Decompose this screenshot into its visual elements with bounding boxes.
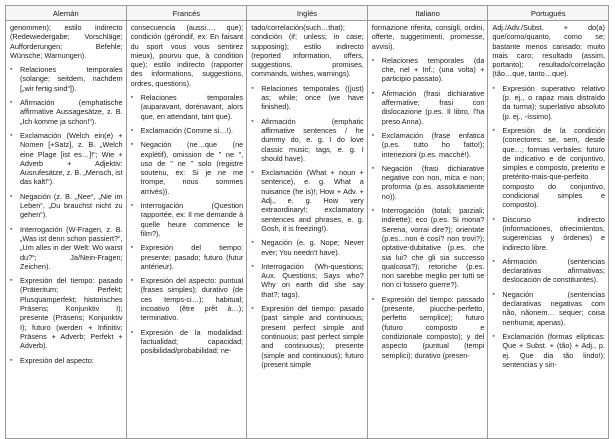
list-item bbox=[10, 276, 123, 350]
list-item bbox=[10, 192, 123, 220]
column-portugues bbox=[488, 21, 609, 439]
list-item bbox=[10, 356, 123, 365]
list-item bbox=[10, 98, 123, 126]
bullet-icon: ▪ bbox=[371, 207, 375, 215]
continued-text bbox=[131, 23, 244, 88]
bullet-icon: ▪ bbox=[371, 56, 375, 64]
list-item bbox=[251, 84, 364, 112]
column-italiano bbox=[367, 21, 488, 439]
bullet-icon: ▪ bbox=[492, 290, 495, 298]
list-item bbox=[131, 243, 244, 271]
bullet-icon: ▪ bbox=[10, 131, 13, 139]
list-item bbox=[492, 257, 605, 285]
curriculum-table bbox=[5, 5, 609, 439]
list-item bbox=[10, 65, 123, 93]
item-text: Interrogación (totali; parziali; indirette); eco (p.es. Si mona? Serena, vorrai dire?); orientate (p.es…non è così? non trovi?); optative-dubitative (p.es. che sia lui? che gli sia successo qualcosa?); retoriche (p.es. non sarebbe meglio per tutti se non ci fossero guerre?). bbox=[381, 206, 485, 290]
column-aleman bbox=[6, 21, 127, 439]
bullet-icon: ▪ bbox=[10, 192, 13, 200]
item-text: Afirmación (sentencias declarativas afirmativas; deslocación de constituintes). bbox=[502, 256, 605, 285]
bullet-icon: ▪ bbox=[10, 66, 13, 74]
item-text: Afirmación (emphatic affirmative sentences / he dummy do, e. g. I do love classic music; tags, e. g. I should have). bbox=[261, 116, 364, 163]
item-text: Negación (z. B. „Nee“, „Nie im Leben“, „Du brauchst nicht zu gehen“). bbox=[20, 191, 123, 220]
list-item bbox=[372, 56, 485, 84]
item-text: Expresión del aspecto: puntual (frases simples); durativo (de ces temps-ci…); habitual; incoativo (être prêt à…); terminativo. bbox=[140, 276, 244, 323]
item-text: Interrogación (Question rapportée, ex: Il me demande à quelle heure commence le film?). bbox=[140, 201, 244, 238]
list-item bbox=[251, 168, 364, 233]
bullet-icon: ▪ bbox=[130, 126, 134, 134]
item-text: Negación (sentencias declarativas negativas com não, nãonem… sequer; coisa nenhuma; apenas). bbox=[502, 289, 605, 327]
item-text: Relaciones temporales (da che, nel + Inf.; (una volta) + participio passato). bbox=[381, 55, 485, 84]
bullet-icon: ▪ bbox=[371, 164, 375, 172]
bullet-icon: ▪ bbox=[371, 89, 375, 97]
bullet-icon: ▪ bbox=[251, 239, 254, 247]
item-text: Interrogación (W-Fragen, z. B. „Was ist denn schon passiert?“, „Um alles in der Welt: Wo warst du?“; Ja/Nein-Fragen; Zeichen). bbox=[20, 224, 123, 271]
item-text: Negación (e. g. Nope; Never ever; You needn't have). bbox=[261, 238, 364, 257]
list-item bbox=[131, 201, 244, 238]
item-text: Negación (ne…que (ne explétif), omission de " ne ", uso de " ne " solo (registre soutenu, ex: Si je ne me trompe, nous sommes arrivés)). bbox=[140, 140, 244, 196]
item-text: Expresión del aspecto: bbox=[20, 355, 94, 365]
item-text: Exclamación (frase enfatica (p.es. tutto ho fatto!); interiezioni (p.es. macché!). bbox=[381, 130, 485, 159]
bullet-icon: ▪ bbox=[251, 305, 254, 313]
item-text: Relaciones temporales (auparavant, dorénavant, alors que, en attendant, tant que). bbox=[140, 93, 244, 121]
list-item bbox=[372, 206, 485, 290]
bullet-icon: ▪ bbox=[130, 277, 134, 285]
item-text: Expresión superativo relativo (p. ej., o rapaz mais distraído da turma); superlativo absoluto (p. ej., -íssimo). bbox=[502, 83, 605, 121]
column-header-aleman: Alemán bbox=[6, 6, 127, 21]
bullet-icon: ▪ bbox=[492, 332, 495, 340]
bullet-icon: ▪ bbox=[10, 99, 13, 107]
item-text: consecuencia (aussi…, que); condición (gérondif, ex: En faisant du sport vous vous sentirez mieux), pourvu que, à condition que); estilo indirecto (rapporter des informations, suggestions, ordres, questions). bbox=[130, 23, 244, 88]
bullet-icon: ▪ bbox=[251, 117, 254, 125]
bullet-icon: ▪ bbox=[130, 202, 134, 210]
bullet-icon: ▪ bbox=[492, 257, 495, 265]
bullet-icon: ▪ bbox=[371, 295, 375, 303]
bullet-icon: ▪ bbox=[251, 262, 254, 270]
item-text: genommen); estilo indirecto (Redewiedergabe; Vorschläge; Aufforderungen; Befehle; Wünsche; Warnungen). bbox=[10, 23, 123, 60]
bullet-icon: ▪ bbox=[492, 84, 495, 92]
list-item bbox=[10, 225, 123, 271]
list-item bbox=[251, 304, 364, 369]
bullet-icon: ▪ bbox=[130, 328, 134, 336]
continued-text bbox=[10, 23, 123, 60]
item-text: Expresión del tiempo: pasado (Präteritum; Perfekt; Plusquamperfekt; historisches Präsens; Konjunktiv I); presente (Präsens; Konjunktiv I); futuro (werden + Infinitiv; Präsens + Adverb; Perfekt + Adverb). bbox=[20, 276, 123, 351]
item-text: Negación (frasi dichiarative negative con non, mica e non; proforma (p.es. assolutamente no)). bbox=[381, 163, 485, 201]
list-item bbox=[492, 332, 605, 369]
item-text: Expresión de la modalidad: factualidad; capacidad; posibilidad/probabilidad; ne- bbox=[140, 327, 244, 356]
bullet-icon: ▪ bbox=[371, 131, 375, 139]
list-item bbox=[251, 238, 364, 257]
item-text: formazione riferita, consigli, ordini, offerte, suggerimenti, promesse, avvisi). bbox=[371, 23, 485, 51]
item-text: tado/correlación(such…that); condición (if; unless; in case; supposing); estilo indirecto (reported information, offers, suggestions, promises, commands, wishes, warnings). bbox=[251, 23, 364, 79]
bullet-icon: ▪ bbox=[130, 244, 134, 252]
column-frances bbox=[126, 21, 247, 439]
list-item bbox=[372, 89, 485, 126]
list-item bbox=[251, 262, 364, 299]
continued-text bbox=[492, 23, 605, 79]
list-item bbox=[131, 328, 244, 356]
list-item bbox=[492, 215, 605, 252]
bullet-icon: ▪ bbox=[10, 356, 13, 364]
bullet-icon: ▪ bbox=[10, 277, 13, 285]
item-text: Exclamación (What + noun + sentence), e. g. What a nuisance (he is)!; How + Adv. + Adj., e. g. How very extraordinary!; exclamatory sentences and phrases, e. g. Gosh, it is freezing!). bbox=[261, 168, 364, 233]
list-item bbox=[492, 84, 605, 121]
item-text: Exclamación (formas elípticas: Que + Subst. + (tão) + Adj., p. ej. Que dia tão lindo!); sentencias y sin- bbox=[502, 331, 605, 369]
column-header-ingles: Inglés bbox=[247, 6, 368, 21]
list-item bbox=[131, 93, 244, 121]
item-text: Expresión del tiempo: presente; pasado; futuro (futur antérieur). bbox=[140, 243, 244, 271]
column-ingles bbox=[247, 21, 368, 439]
column-header-italiano: Italiano bbox=[367, 6, 488, 21]
bullet-icon: ▪ bbox=[492, 215, 495, 223]
list-item bbox=[131, 126, 244, 135]
item-text: Relaciones temporales ((just) as; while; once (we have finished). bbox=[261, 83, 364, 112]
list-item bbox=[372, 164, 485, 201]
item-text: Afirmación (emphatische affirmative Aussagesätze, z. B. „Ich komme ja schon!“). bbox=[20, 98, 123, 126]
item-text: Exclamación (Comme si…!). bbox=[140, 125, 234, 135]
item-text: Interrogación (Wh-questions; Aux. Questions; Says who? Why on earth did she say that?; tags). bbox=[261, 261, 364, 299]
column-header-portugues: Portugués bbox=[488, 6, 609, 21]
list-item bbox=[372, 131, 485, 159]
column-header-frances: Francés bbox=[126, 6, 247, 21]
item-text: Relaciones temporales (solange; seitdem, nachdem [„wir fertig sind“]). bbox=[20, 65, 123, 93]
item-text: Exclamación (Welch ein(e) + Nomen [+Satz], z. B. „Welch eine Plage [ist es…]!“; Wie + Adverb + Adjektiv: Ausrufesätze, z. B. „Mensch, ist das kalt!“). bbox=[20, 130, 123, 187]
bullet-icon: ▪ bbox=[130, 94, 134, 102]
bullet-icon: ▪ bbox=[251, 84, 254, 92]
continued-text bbox=[372, 23, 485, 51]
bullet-icon: ▪ bbox=[492, 126, 495, 134]
item-text: Expresión del tiempo: passado (presente, piucche-perfetto, perfetto semplice); futuro (futuro composto e condizionale composto); y del aspecto (puntual (tempi semplici); durativo (presen- bbox=[381, 294, 485, 360]
item-text: Discurso indirecto (informaciones, ofrecimientos, sugerencias y órdenes) e indirecto libre. bbox=[502, 214, 605, 252]
header-row bbox=[6, 6, 609, 21]
item-text: Afirmación (frasi dichiarative affermative; frasi con dislocazione (p.es. Il libro, l'ha preso Anna). bbox=[381, 88, 485, 126]
list-item bbox=[131, 276, 244, 322]
bullet-icon: ▪ bbox=[130, 141, 134, 149]
list-item bbox=[372, 295, 485, 360]
list-item bbox=[492, 126, 605, 210]
item-text: Expresión de la condición (conectores: se, sem, desde que…; formas verbales: futuro de indicativo e de conjuntivo, simples e composto, preterito e pretérito-mais-que-perfeito composto do conjuntivo, condicional simples e composto). bbox=[502, 125, 605, 210]
bullet-icon: ▪ bbox=[10, 225, 13, 233]
list-item bbox=[492, 290, 605, 327]
item-text: Adj./Adv./Subst. + do(a) que/como/quanto, como se; bastante menos cansado; muito mais caro; resultado (assim, portanto); resultado/correlação (tão…que, tanto…que). bbox=[492, 23, 605, 79]
continued-text bbox=[251, 23, 364, 79]
list-item bbox=[251, 117, 364, 163]
bullet-icon: ▪ bbox=[251, 169, 254, 177]
content-row bbox=[6, 21, 609, 439]
list-item bbox=[131, 140, 244, 196]
list-item bbox=[10, 131, 123, 187]
item-text: Expresión del tiempo: pasado (past simple and continuous; present perfect simple and continuous; past perfect simple and continuous); presente (simple and continuous); futuro (present simple bbox=[261, 304, 364, 369]
